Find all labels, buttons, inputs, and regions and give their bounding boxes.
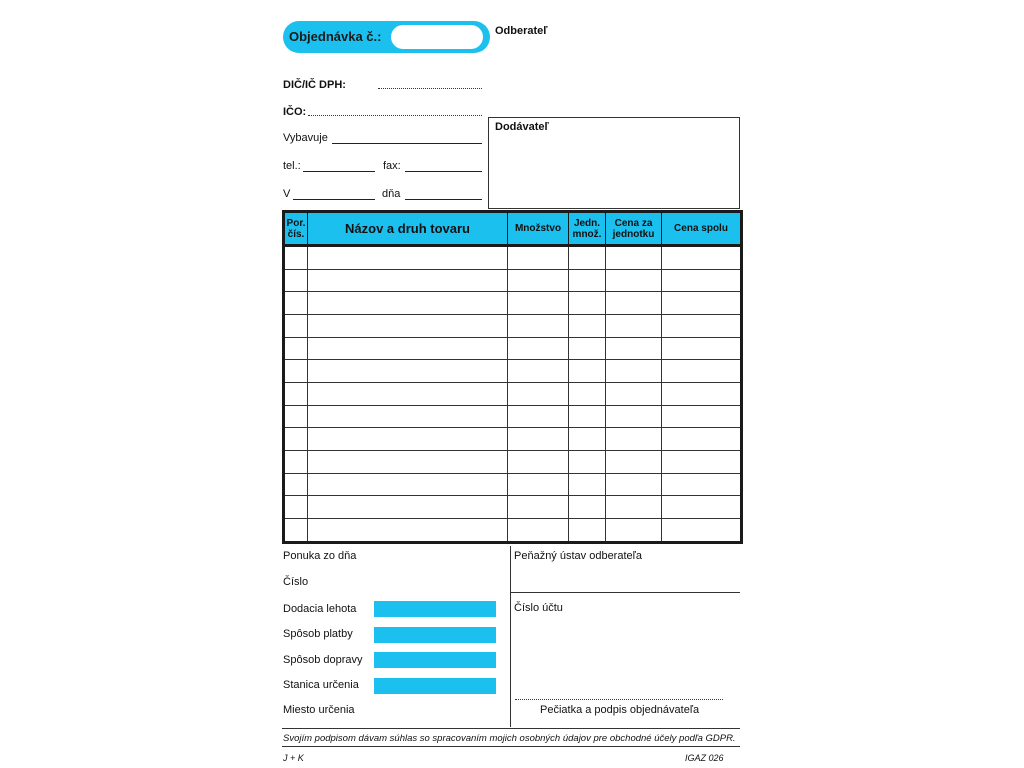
v-line[interactable]: [293, 199, 375, 200]
table-cell[interactable]: [284, 519, 308, 543]
table-cell[interactable]: [662, 428, 742, 451]
table-cell[interactable]: [606, 428, 662, 451]
table-cell[interactable]: [606, 246, 662, 270]
table-cell[interactable]: [569, 405, 606, 428]
delivery-term-label: Dodacia lehota: [283, 603, 357, 615]
table-cell[interactable]: [606, 315, 662, 338]
col-header-item-name: Názov a druh tovaru: [308, 212, 508, 246]
col-header-total-price: Cena spolu: [662, 212, 742, 246]
table-cell[interactable]: [284, 315, 308, 338]
table-row: [284, 337, 742, 360]
table-cell[interactable]: [569, 337, 606, 360]
destination-place-label: Miesto určenia: [283, 704, 355, 716]
table-cell[interactable]: [308, 360, 508, 383]
footer-divider: [282, 728, 740, 729]
customer-label: Odberateľ: [495, 25, 548, 37]
table-cell[interactable]: [662, 360, 742, 383]
table-cell[interactable]: [308, 519, 508, 543]
table-cell[interactable]: [606, 360, 662, 383]
table-cell[interactable]: [508, 246, 569, 270]
account-number-label: Číslo účtu: [514, 602, 563, 614]
table-row: [284, 292, 742, 315]
tel-label: tel.:: [283, 160, 301, 172]
table-cell[interactable]: [662, 473, 742, 496]
table-cell[interactable]: [308, 451, 508, 474]
table-cell[interactable]: [662, 405, 742, 428]
table-cell[interactable]: [284, 496, 308, 519]
gdpr-consent-text: Svojím podpisom dávam súhlas so spracovaním mojich osobných údajov pre obchodné účely podľa GDPR.: [283, 733, 736, 744]
table-cell[interactable]: [569, 496, 606, 519]
col-header-number: Por. čís.: [284, 212, 308, 246]
destination-station-field[interactable]: [374, 678, 496, 694]
table-cell[interactable]: [508, 269, 569, 292]
table-cell[interactable]: [606, 337, 662, 360]
table-cell[interactable]: [569, 451, 606, 474]
fax-line[interactable]: [405, 171, 482, 172]
table-cell[interactable]: [662, 337, 742, 360]
dna-line[interactable]: [405, 199, 482, 200]
table-row: [284, 360, 742, 383]
table-cell[interactable]: [308, 405, 508, 428]
bank-label: Peňažný ústav odberateľa: [514, 550, 642, 562]
v-label: V: [283, 188, 291, 200]
number-label: Číslo: [283, 576, 309, 588]
table-row: [284, 451, 742, 474]
table-cell[interactable]: [662, 269, 742, 292]
table-cell[interactable]: [308, 337, 508, 360]
table-cell[interactable]: [508, 383, 569, 406]
table-cell[interactable]: [606, 383, 662, 406]
transport-method-label: Spôsob dopravy: [283, 654, 363, 666]
table-cell[interactable]: [606, 292, 662, 315]
table-cell[interactable]: [284, 246, 308, 270]
table-cell[interactable]: [508, 405, 569, 428]
table-cell[interactable]: [606, 451, 662, 474]
items-table-body: [284, 246, 742, 543]
table-cell[interactable]: [606, 473, 662, 496]
table-cell[interactable]: [284, 405, 308, 428]
offer-date-label: Ponuka zo dňa: [283, 550, 357, 562]
table-cell[interactable]: [508, 292, 569, 315]
table-cell[interactable]: [284, 383, 308, 406]
table-cell[interactable]: [508, 337, 569, 360]
payment-method-field[interactable]: [374, 627, 496, 643]
bottom-divider: [510, 546, 511, 727]
ico-line[interactable]: [308, 115, 482, 116]
table-cell[interactable]: [308, 269, 508, 292]
table-cell[interactable]: [606, 405, 662, 428]
table-cell[interactable]: [308, 315, 508, 338]
table-cell[interactable]: [308, 383, 508, 406]
table-row: [284, 315, 742, 338]
table-cell[interactable]: [662, 451, 742, 474]
table-cell[interactable]: [308, 428, 508, 451]
table-cell[interactable]: [569, 315, 606, 338]
table-cell[interactable]: [284, 269, 308, 292]
vybavuje-line[interactable]: [332, 143, 482, 144]
vybavuje-label: Vybavuje: [283, 132, 328, 144]
dic-line[interactable]: [378, 88, 482, 89]
table-cell[interactable]: [606, 496, 662, 519]
delivery-term-field[interactable]: [374, 601, 496, 617]
table-cell[interactable]: [569, 428, 606, 451]
table-cell[interactable]: [569, 246, 606, 270]
signature-line[interactable]: [515, 699, 723, 700]
footer-left-code: J + K: [283, 753, 304, 763]
table-cell[interactable]: [284, 360, 308, 383]
table-row: [284, 496, 742, 519]
table-cell[interactable]: [662, 292, 742, 315]
table-header-row: [284, 212, 742, 246]
supplier-box[interactable]: [488, 117, 740, 209]
footer-right-code: IGAZ 026: [685, 753, 724, 763]
tel-line[interactable]: [303, 171, 375, 172]
table-cell[interactable]: [606, 269, 662, 292]
table-cell[interactable]: [606, 519, 662, 543]
table-cell[interactable]: [569, 473, 606, 496]
items-table: [282, 210, 743, 544]
table-cell[interactable]: [508, 473, 569, 496]
table-cell[interactable]: [508, 519, 569, 543]
table-cell[interactable]: [508, 315, 569, 338]
table-cell[interactable]: [569, 519, 606, 543]
supplier-label: Dodávateľ: [495, 121, 549, 133]
order-number-input[interactable]: [391, 25, 483, 49]
table-cell[interactable]: [284, 292, 308, 315]
table-row: [284, 405, 742, 428]
table-cell[interactable]: [284, 428, 308, 451]
col-header-quantity: Množstvo: [508, 212, 569, 246]
table-cell[interactable]: [569, 383, 606, 406]
col-header-unit-price: Cena za jednotku: [606, 212, 662, 246]
dna-label: dňa: [382, 188, 401, 200]
table-cell[interactable]: [284, 451, 308, 474]
table-cell[interactable]: [508, 428, 569, 451]
table-cell[interactable]: [569, 269, 606, 292]
signature-label: Pečiatka a podpis objednávateľa: [540, 704, 700, 716]
table-cell[interactable]: [284, 337, 308, 360]
table-cell[interactable]: [662, 496, 742, 519]
order-number-label: Objednávka č.:: [289, 29, 382, 44]
table-cell[interactable]: [508, 496, 569, 519]
bank-divider: [510, 592, 740, 593]
order-number-pill: [283, 21, 490, 53]
table-row: [284, 473, 742, 496]
destination-station-label: Stanica určenia: [283, 679, 359, 691]
transport-method-field[interactable]: [374, 652, 496, 668]
table-row: [284, 246, 742, 270]
table-cell[interactable]: [308, 496, 508, 519]
table-cell[interactable]: [308, 292, 508, 315]
dic-label: DIČ/IČ DPH:: [283, 79, 346, 91]
table-cell[interactable]: [662, 315, 742, 338]
table-cell[interactable]: [662, 519, 742, 543]
table-cell[interactable]: [569, 292, 606, 315]
table-row: [284, 428, 742, 451]
payment-method-label: Spôsob platby: [283, 628, 353, 640]
table-cell[interactable]: [308, 473, 508, 496]
table-row: [284, 269, 742, 292]
table-row: [284, 383, 742, 406]
fax-label: fax:: [383, 160, 401, 172]
table-cell[interactable]: [308, 246, 508, 270]
table-cell[interactable]: [569, 360, 606, 383]
table-cell[interactable]: [662, 246, 742, 270]
table-cell[interactable]: [508, 451, 569, 474]
footer-divider-2: [282, 746, 740, 747]
table-cell[interactable]: [508, 360, 569, 383]
table-row: [284, 519, 742, 543]
col-header-unit: Jedn. množ.: [569, 212, 606, 246]
table-cell[interactable]: [284, 473, 308, 496]
table-cell[interactable]: [662, 383, 742, 406]
ico-label: IČO:: [283, 106, 307, 118]
